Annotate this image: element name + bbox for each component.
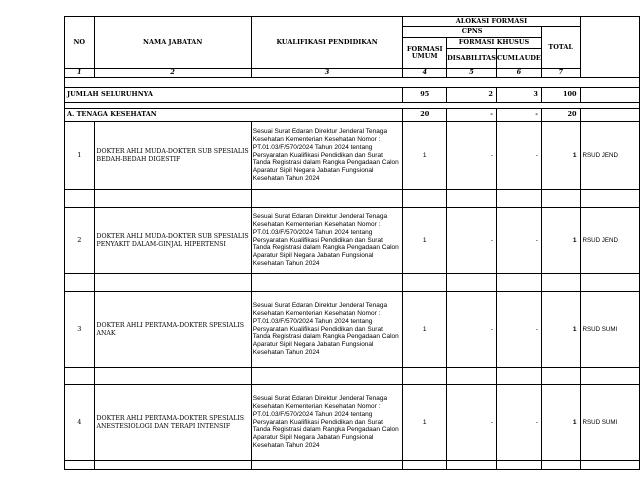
header-row-1: [65, 17, 640, 27]
kualifikasi-text: Sesuai Surat Edaran Direktur Jenderal Tenaga Kesehatan Kementerian Kesehatan Nomor : PT.01.03/F/570/2024 Tahun 2024 tentang Persyaratan Kualifikasi Pendidikan dan Surat Tanda Registrasi dalam Rangka Pengadaan Calon Aparatur Sipil Negara Jabatan Fungsional Kesehatan Tahun 2024: [251, 292, 403, 368]
formasi-umum-value: 1: [403, 122, 447, 190]
header-formasi-umum: FORMASI UMUM: [403, 38, 447, 69]
header-alokasi-formasi: ALOKASI FORMASI: [403, 17, 580, 27]
lokasi-value: RSUD SUMI: [580, 292, 639, 368]
disabilitas-value: -: [447, 292, 497, 368]
col-number-4: 4: [403, 69, 447, 78]
formasi-umum-value: 1: [403, 385, 447, 461]
jumlah-cumlaude: 3: [496, 88, 541, 103]
jabatan-name: DOKTER AHLI PERTAMA-DOKTER SPESIALIS ANAK: [94, 292, 251, 368]
header-kualifikasi: KUALIFIKASI PENDIDIKAN: [251, 17, 403, 69]
disabilitas-value: -: [447, 385, 497, 461]
section-disabilitas: -: [447, 109, 497, 122]
row-number: 1: [65, 122, 95, 190]
jumlah-disabilitas: 2: [447, 88, 497, 103]
header-total: TOTAL: [541, 27, 580, 69]
total-value: 1: [541, 208, 580, 274]
formasi-umum-value: 1: [403, 292, 447, 368]
header-formasi-khusus: FORMASI KHUSUS: [447, 38, 542, 49]
jabatan-name: DOKTER AHLI MUDA-DOKTER SUB SPESIALIS BEDAH-BEDAH DIGESTIF: [94, 122, 251, 190]
disabilitas-value: -: [447, 122, 497, 190]
section-umum: 20: [403, 109, 447, 122]
col-number-6: 6: [496, 69, 541, 78]
header-cumlaude: CUMLAUDE: [496, 49, 541, 69]
header-no: NO: [65, 17, 95, 69]
formasi-umum-value: 1: [403, 208, 447, 274]
cumlaude-value: -: [496, 122, 541, 190]
header-disabilitas: DISABILITAS: [447, 49, 497, 69]
cumlaude-value: -: [496, 208, 541, 274]
spacer-row: [65, 368, 640, 385]
table-row: [65, 385, 640, 461]
section-cumlaude: -: [496, 109, 541, 122]
spacer-row: [65, 190, 640, 208]
formasi-table: [64, 16, 640, 470]
cumlaude-value: -: [496, 292, 541, 368]
table-row: [65, 122, 640, 190]
jumlah-label: JUMLAH SELURUHNYA: [65, 88, 403, 103]
total-value: 1: [541, 385, 580, 461]
header-cpns: CPNS: [403, 27, 542, 38]
col-number-2: 2: [94, 69, 251, 78]
kualifikasi-text: Sesuai Surat Edaran Direktur Jenderal Tenaga Kesehatan Kementerian Kesehatan Nomor : PT.01.03/F/570/2024 Tahun 2024 tentang Persyaratan Kualifikasi Pendidikan dan Surat Tanda Registrasi dalam Rangka Pengadaan Calon Aparatur Sipil Negara Jabatan Fungsional Kesehatan Tahun 2024: [251, 385, 403, 461]
lokasi-value: RSUD JEND: [580, 122, 639, 190]
col-number-7: 7: [541, 69, 580, 78]
column-number-row: [65, 69, 640, 78]
jumlah-row: [65, 88, 640, 103]
row-number: 3: [65, 292, 95, 368]
header-nama-jabatan: NAMA JABATAN: [94, 17, 251, 69]
kualifikasi-text: Sesuai Surat Edaran Direktur Jenderal Tenaga Kesehatan Kementerian Kesehatan Nomor : PT.01.03/F/570/2024 Tahun 2024 tentang Persyaratan Kualifikasi Pendidikan dan Surat Tanda Registrasi dalam Rangka Pengadaan Calon Aparatur Sipil Negara Jabatan Fungsional Kesehatan Tahun 2024: [251, 208, 403, 274]
col-number-1: 1: [65, 69, 95, 78]
row-number: 2: [65, 208, 95, 274]
kualifikasi-text: Sesuai Surat Edaran Direktur Jenderal Tenaga Kesehatan Kementerian Kesehatan Nomor : PT.01.03/F/570/2024 Tahun 2024 tentang Persyaratan Kualifikasi Pendidikan dan Surat Tanda Registrasi dalam Rangka Pengadaan Calon Aparatur Sipil Negara Jabatan Fungsional Kesehatan Tahun 2024: [251, 122, 403, 190]
section-total: 20: [541, 109, 580, 122]
spacer-row: [65, 461, 640, 470]
lokasi-value: RSUD SUMI: [580, 385, 639, 461]
lokasi-value: RSUD JEND: [580, 208, 639, 274]
table-row: [65, 208, 640, 274]
jumlah-umum: 95: [403, 88, 447, 103]
section-label: A. TENAGA KESEHATAN: [65, 109, 403, 122]
spacer-row: [65, 78, 640, 88]
disabilitas-value: -: [447, 208, 497, 274]
table-row: [65, 292, 640, 368]
header-lokasi-cell: [580, 17, 639, 78]
jumlah-total: 100: [541, 88, 580, 103]
total-value: 1: [541, 292, 580, 368]
total-value: 1: [541, 122, 580, 190]
col-number-3: 3: [251, 69, 403, 78]
row-number: 4: [65, 385, 95, 461]
jabatan-name: DOKTER AHLI MUDA-DOKTER SUB SPESIALIS PENYAKIT DALAM-GINJAL HIPERTENSI: [94, 208, 251, 274]
section-row: [65, 109, 640, 122]
cumlaude-value: -: [496, 385, 541, 461]
jabatan-name: DOKTER AHLI PERTAMA-DOKTER SPESIALIS ANESTESIOLOGI DAN TERAPI INTENSIF: [94, 385, 251, 461]
col-number-5: 5: [447, 69, 497, 78]
spacer-row: [65, 274, 640, 292]
